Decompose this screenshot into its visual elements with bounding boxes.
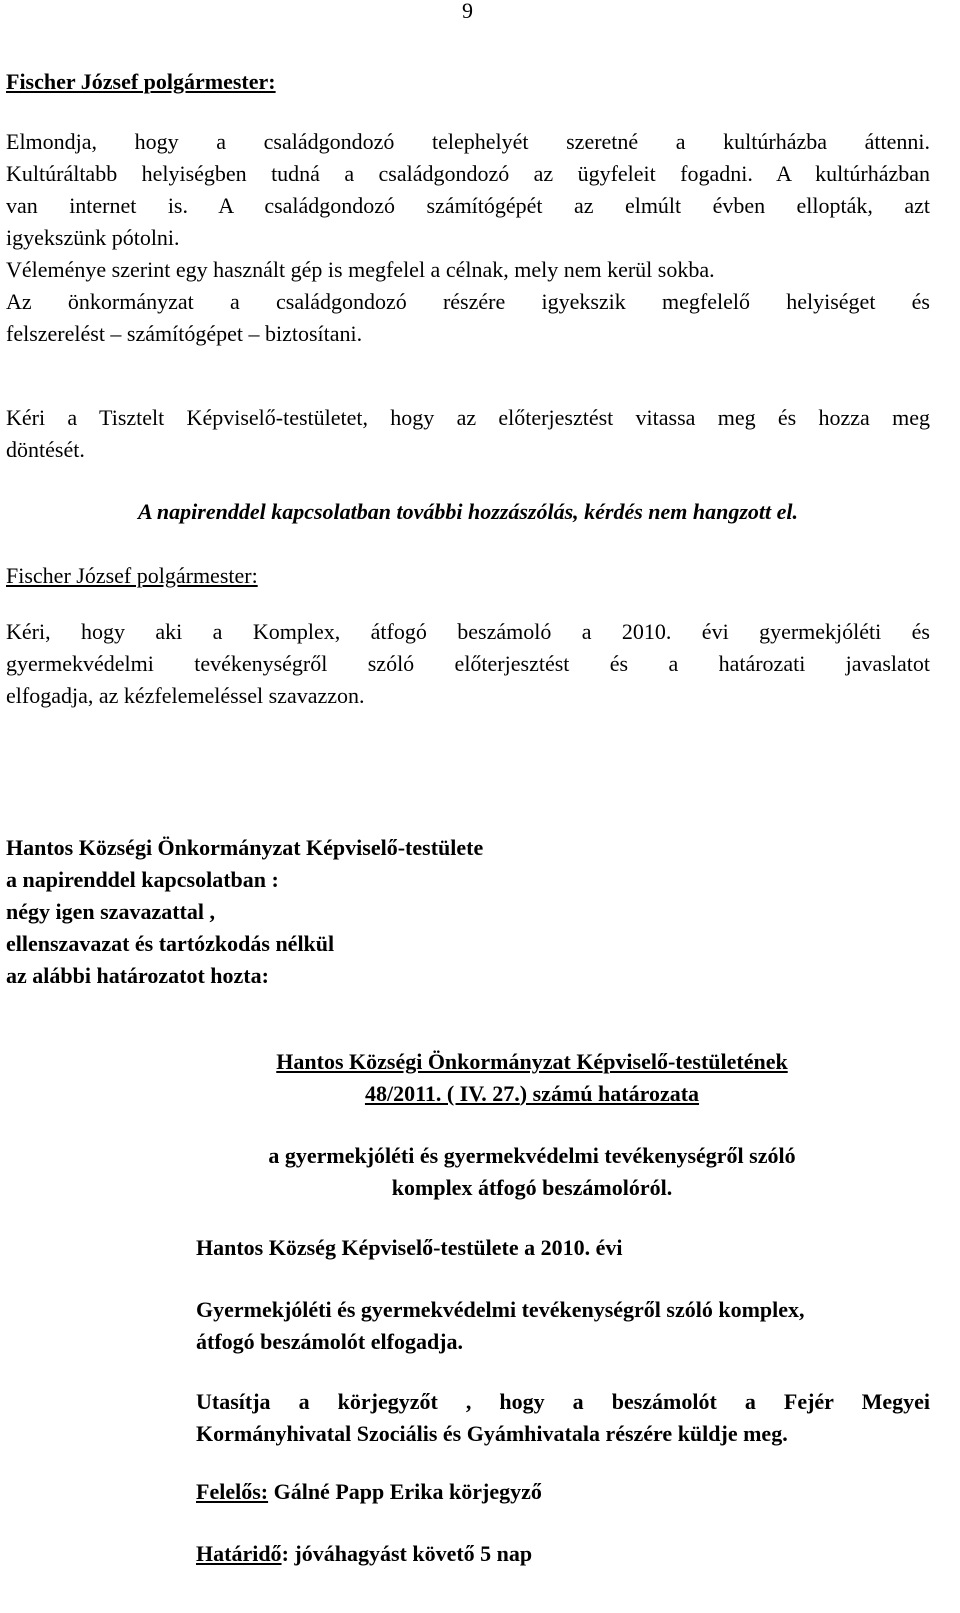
text-line: Utasítja a körjegyzőt , hogy a beszámolót a Fejér Megyei [196,1389,930,1414]
resolution-number-suffix: ) számú határozata [519,1081,700,1106]
text-line: igyekszünk pótolni. [6,225,180,250]
text-line: felszerelést – számítógépet – biztosítani. [6,321,363,346]
text-line: Kultúráltabb helyiségben tudná a családgondozó az ügyfeleit fogadni. A kultúrházban [6,161,930,186]
resolution-subject [104,1140,960,1204]
text-line: döntését. [6,437,85,462]
paragraph-request [6,402,930,466]
text-line: az alábbi határozatot hozta: [6,963,269,988]
resolution-title-line: Hantos Községi Önkormányzat Képviselő-testületének [276,1049,788,1074]
no-comments-note: A napirenddel kapcsolatban további hozzászólás, kérdés nem hangzott el. [137,499,799,524]
text-line: négy igen szavazattal , [6,899,215,924]
deadline-line [196,1538,930,1570]
text-line: ellenszavazat és tartózkodás nélkül [6,931,335,956]
deadline-value: : jóváhagyást követő 5 nap [281,1541,533,1566]
text-line: átfogó beszámolót elfogadja. [196,1329,464,1354]
speaker-heading: Fischer József polgármester: [6,69,276,94]
text-line: Hantos Községi Önkormányzat Képviselő-testülete [6,835,484,860]
responsible-label: Felelős: [196,1479,269,1504]
resolution-title [104,1046,960,1078]
text-line: Elmondja, hogy a családgondozó telephelyét szeretné a kultúrházba áttenni. [6,129,930,154]
text-line: Kéri a Tisztelt Képviselő-testületet, hogy az előterjesztést vitassa meg és hozza meg [6,405,930,430]
text-line: Gyermekjóléti és gyermekvédelmi tevékenységről szóló komplex, [196,1297,805,1322]
text-line: Kormányhivatal Szociális és Gyámhivatala részére küldje meg. [196,1421,788,1446]
page-number: 9 [462,0,473,23]
text-line: Az önkormányzat a családgondozó részére igyekszik megfelelő helyiséget és [6,289,930,314]
text-line: van internet is. A családgondozó számítógépét az elmúlt évben ellopták, azt [6,193,930,218]
speaker-heading-2: Fischer József polgármester: [6,563,258,588]
paragraph-vote-call [6,616,930,712]
resolution-body-intro: Hantos Község Képviselő-testülete a 2010. évi [196,1235,623,1260]
responsible-value: Gálné Papp Erika körjegyző [268,1479,542,1504]
vote-result [6,832,930,992]
text-line: komplex átfogó beszámolóról. [391,1175,673,1200]
text-line: Véleménye szerint egy használt gép is megfelel a célnak, mely nem kerül sokba. [6,257,715,282]
text-line: elfogadja, az kézfelemeléssel szavazzon. [6,683,365,708]
resolution-body-instruct [196,1386,930,1450]
text-line: a napirenddel kapcsolatban : [6,867,279,892]
deadline-label: Határidő [196,1541,282,1566]
text-line: a gyermekjóléti és gyermekvédelmi tevékenységről szóló [268,1143,796,1168]
text-line: gyermekvédelmi tevékenységről szóló előterjesztést és a határozati javaslatot [6,651,930,676]
resolution-number [104,1078,960,1110]
text-line: Kéri, hogy aki a Komplex, átfogó beszámoló a 2010. évi gyermekjóléti és [6,619,930,644]
resolution-number-line [365,1081,699,1106]
paragraph-speech [6,126,930,350]
responsible-line [196,1476,930,1508]
resolution-number-part: 48/2011. ( IV. 27. [364,1081,520,1106]
resolution-body-accept [196,1294,930,1358]
